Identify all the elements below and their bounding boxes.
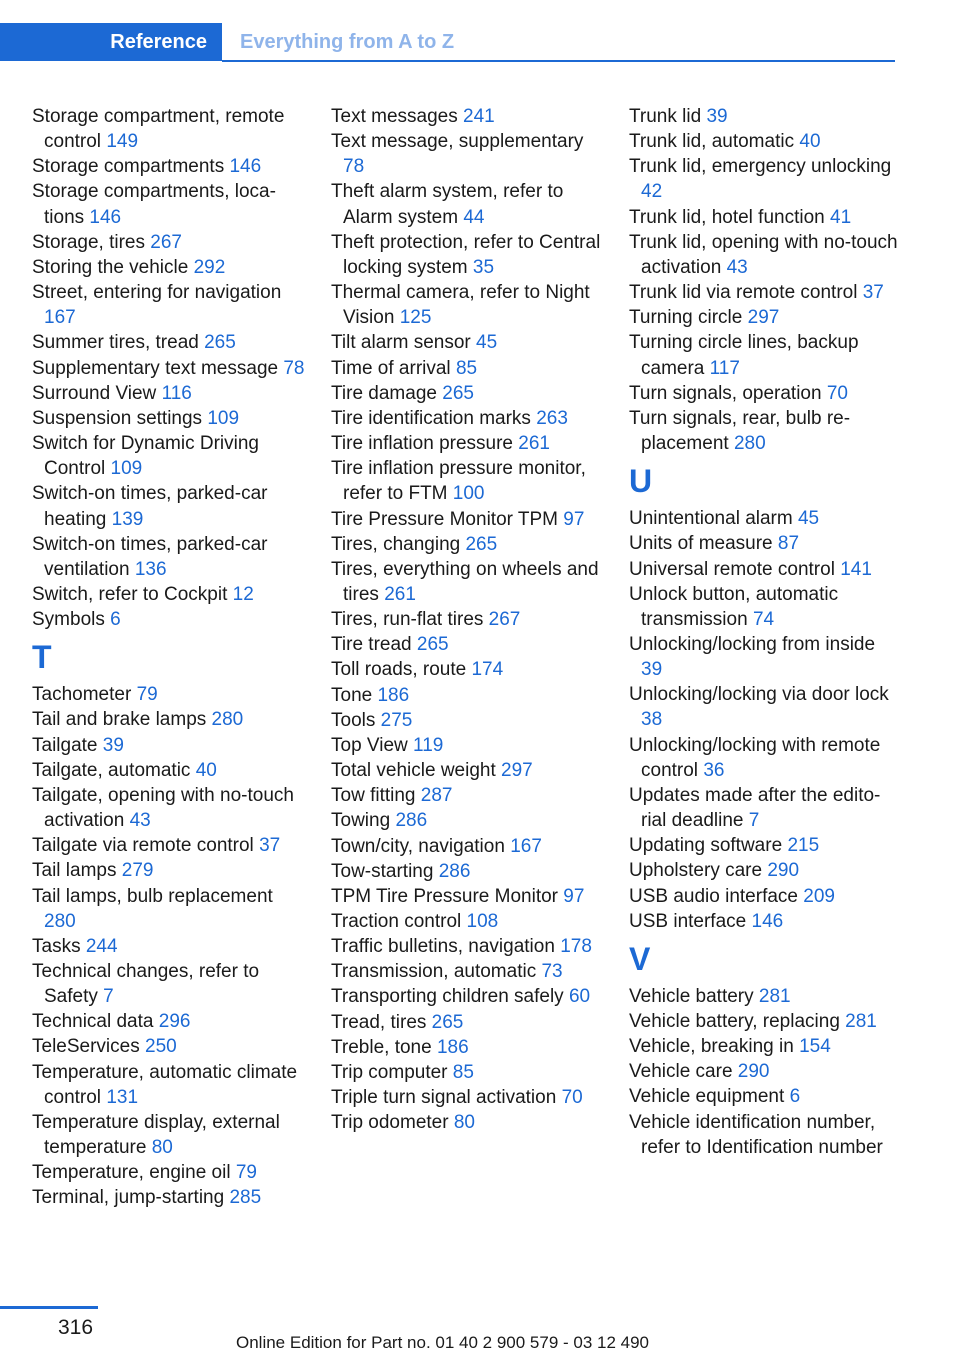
entry-page-link[interactable]: 36: [703, 759, 725, 781]
header-rule: [222, 60, 895, 62]
index-entry: [629, 154, 899, 204]
index-entry: [629, 104, 899, 129]
entry-text: Tire identification marks: [331, 407, 531, 429]
index-entry: [331, 1085, 606, 1110]
entry-text: Storing the vehicle: [32, 256, 189, 278]
index-entry: [331, 330, 606, 355]
entry-page-link[interactable]: 78: [343, 156, 365, 178]
entry-page-link[interactable]: 40: [195, 759, 217, 781]
index-entry: [32, 406, 307, 431]
index-column-1: [32, 104, 307, 1211]
index-entry: [629, 1059, 899, 1084]
index-entry: [629, 531, 899, 556]
entry-page-link[interactable]: 70: [826, 382, 848, 404]
index-entry: [32, 758, 307, 783]
entry-page-link[interactable]: 186: [377, 684, 410, 706]
entry-page-link[interactable]: 85: [455, 357, 478, 379]
entry-text: Town/city, navigation: [331, 835, 505, 857]
entry-text: Theft protection, refer to Central locking system: [331, 231, 601, 278]
index-entry: [32, 858, 307, 883]
entry-text: Vehicle battery: [629, 985, 754, 1007]
entry-page-link[interactable]: 38: [641, 709, 663, 731]
index-letter-heading: U: [629, 463, 653, 500]
entry-text: Top View: [331, 734, 408, 756]
entry-page-link[interactable]: 215: [787, 835, 820, 857]
entry-text: Transporting children safely: [331, 986, 564, 1008]
entry-page-link[interactable]: 292: [193, 256, 226, 278]
entry-page-link[interactable]: 281: [845, 1011, 877, 1032]
entry-text: Units of measure: [629, 533, 773, 555]
entry-page-link[interactable]: 265: [204, 332, 236, 354]
entry-page-link[interactable]: 146: [229, 156, 262, 178]
index-entry: [629, 1110, 899, 1160]
index-entry: [32, 607, 307, 632]
index-entry: [331, 1060, 606, 1085]
entry-text: USB audio interface: [629, 885, 798, 907]
entry-page-link[interactable]: 141: [840, 558, 872, 580]
entry-page-link[interactable]: 261: [518, 433, 550, 455]
entry-page-link[interactable]: 167: [44, 307, 76, 329]
entry-text: Surround View: [32, 382, 157, 404]
index-entry: [331, 884, 606, 909]
index-entry: [331, 381, 606, 406]
index-entry: [629, 406, 899, 456]
entry-text: Storage, tires: [32, 231, 145, 253]
entry-text: Trunk lid, automatic: [629, 131, 795, 153]
index-entry: [629, 582, 899, 632]
entry-page-link[interactable]: 286: [395, 810, 428, 832]
entry-text: Switch-on times, parked-car heating: [32, 483, 268, 530]
index-entry: [32, 682, 307, 707]
index-entry: [32, 1110, 307, 1160]
entry-text: Upholstery care: [629, 860, 763, 882]
entry-page-link[interactable]: 285: [229, 1187, 262, 1209]
entry-text: Tire inflation pressure monitor, refer to FTM: [331, 458, 586, 505]
entry-text: Trip odometer: [331, 1112, 449, 1134]
entry-text: Unlocking/locking via door lock: [629, 684, 889, 706]
entry-text: TPM Tire Pressure Monitor: [331, 885, 558, 907]
index-entry: [629, 733, 899, 783]
index-entry: [32, 934, 307, 959]
entry-page-link[interactable]: 241: [463, 106, 495, 127]
entry-page-link[interactable]: 149: [106, 131, 139, 153]
entry-page-link[interactable]: 280: [733, 433, 766, 455]
index-entry: [32, 582, 307, 607]
entry-text: Storage compartment, remote control: [32, 106, 285, 153]
entry-page-link[interactable]: 250: [145, 1036, 177, 1058]
index-entry: [32, 733, 307, 758]
entry-page-link[interactable]: 136: [134, 558, 167, 580]
entry-page-link[interactable]: 265: [442, 382, 474, 404]
index-entry: [32, 179, 307, 229]
entry-page-link[interactable]: 37: [259, 835, 281, 857]
index-entry: [331, 959, 606, 984]
entry-page-link[interactable]: 97: [563, 885, 585, 907]
entry-page-link[interactable]: 39: [102, 734, 124, 756]
entry-text: Transmission, automatic: [331, 961, 537, 983]
entry-page-link[interactable]: 45: [476, 332, 498, 354]
entry-page-link[interactable]: 108: [466, 911, 499, 932]
index-entry: [629, 506, 899, 531]
entry-text: Traction control: [331, 911, 462, 932]
entry-text: Trunk lid: [629, 106, 702, 127]
entry-text: Updates made after the editorial deadline: [629, 784, 881, 832]
entry-text: Tires, changing: [331, 533, 461, 555]
index-entry: [32, 431, 307, 481]
entry-text: Vehicle, breaking in: [629, 1036, 794, 1058]
entry-text: Trunk lid via remote control: [629, 282, 858, 304]
entry-text: Triple turn signal activation: [331, 1087, 557, 1109]
entry-text: Turn signals, rear, bulb replacement: [629, 407, 851, 455]
entry-text: Trunk lid, opening with no-touch activation: [629, 231, 898, 278]
entry-text: Universal remote control: [629, 558, 835, 580]
entry-text: Unintentional alarm: [629, 508, 793, 530]
entry-page-link[interactable]: 287: [420, 785, 453, 807]
entry-text: Tail and brake lamps: [32, 709, 207, 731]
index-entry: [32, 104, 307, 154]
index-entry: [629, 305, 899, 330]
index-entry: [331, 356, 606, 381]
entry-text: Text message, supplementary: [331, 131, 584, 153]
entry-text: Storage compartments: [32, 156, 225, 178]
entry-page-link[interactable]: 265: [465, 533, 498, 555]
entry-text: Unlocking/locking with remote control: [629, 734, 881, 781]
entry-text: Technical changes, refer to Safety: [32, 961, 260, 1008]
entry-text: Tailgate, automatic: [32, 759, 191, 781]
index-entry: [32, 255, 307, 280]
entry-text: Unlocking/locking from inside: [629, 633, 876, 655]
entry-text: Tachometer: [32, 684, 132, 706]
entry-page-link[interactable]: 35: [472, 256, 495, 278]
index-entry: [629, 381, 899, 406]
entry-page-link[interactable]: 167: [510, 835, 542, 857]
index-entry: [32, 481, 307, 531]
entry-page-link[interactable]: 290: [737, 1061, 770, 1083]
entry-page-link[interactable]: 286: [438, 860, 471, 882]
entry-page-link[interactable]: 297: [747, 307, 780, 329]
index-entry: [629, 833, 899, 858]
index-entry: [629, 557, 899, 582]
entry-page-link[interactable]: 43: [726, 256, 748, 278]
entry-text: Turn signals, operation: [629, 382, 822, 404]
entry-page-link[interactable]: 79: [235, 1162, 257, 1184]
entry-text: Traffic bulletins, navigation: [331, 936, 555, 958]
edition-note: Online Edition for Part no. 01 40 2 900 579 - 03 12 490: [236, 1333, 650, 1352]
entry-text: Suspension settings: [32, 407, 203, 429]
entry-page-link[interactable]: 87: [777, 533, 800, 555]
entry-page-link[interactable]: 280: [44, 910, 76, 932]
entry-page-link[interactable]: 79: [136, 684, 158, 706]
entry-page-link[interactable]: 97: [563, 508, 585, 530]
entry-page-link[interactable]: 73: [541, 961, 563, 983]
entry-text: Tire tread: [331, 634, 412, 656]
index-column-2: [331, 104, 606, 1135]
index-entry: [331, 431, 606, 456]
entry-page-link[interactable]: 78: [283, 357, 305, 379]
entry-text: USB interface: [629, 910, 747, 932]
index-entry: [331, 733, 606, 758]
index-entry: [32, 783, 307, 833]
index-entry: [331, 1035, 606, 1060]
entry-text: Tilt alarm sensor: [331, 332, 471, 354]
index-entry: [331, 557, 606, 607]
entry-text: Towing: [331, 810, 391, 832]
entry-page-link[interactable]: 267: [488, 609, 521, 631]
entry-page-link[interactable]: 178: [560, 936, 592, 958]
entry-page-link[interactable]: 265: [431, 1011, 464, 1033]
entry-text: Total vehicle weight: [331, 760, 496, 782]
entry-page-link[interactable]: 37: [862, 282, 884, 304]
entry-text: Storage compartments, locations: [32, 181, 276, 228]
index-entry: [331, 507, 606, 532]
entry-text: Temperature, engine oil: [32, 1162, 231, 1184]
index-entry: [629, 1009, 899, 1034]
entry-page-link[interactable]: 80: [151, 1137, 173, 1159]
entry-text: Tasks: [32, 935, 81, 957]
index-entry: [331, 179, 606, 229]
entry-text: Tire damage: [331, 382, 437, 404]
index-entry: [32, 884, 307, 934]
index-entry: [331, 456, 606, 506]
index-entry: [331, 280, 606, 330]
entry-text: Switch for Dynamic Driving Control: [32, 433, 259, 480]
entry-text: Terminal, jump-starting: [32, 1187, 225, 1209]
index-entry: [32, 330, 307, 355]
index-entry: [331, 934, 606, 959]
entry-page-link[interactable]: 39: [641, 659, 663, 681]
entry-page-link[interactable]: 12: [232, 583, 254, 605]
entry-page-link[interactable]: 146: [751, 910, 784, 932]
entry-page-link[interactable]: 209: [803, 885, 835, 907]
index-entry: [331, 808, 606, 833]
entry-page-link[interactable]: 125: [399, 307, 432, 329]
entry-page-link[interactable]: 154: [799, 1036, 831, 1058]
entry-text: Turning circle lines, backup camera: [629, 332, 859, 379]
index-entry: [331, 657, 606, 682]
index-entry: [331, 129, 606, 179]
entry-page-link[interactable]: 74: [752, 608, 775, 630]
index-entry: [629, 1084, 899, 1109]
index-entry: [331, 683, 606, 708]
index-entry: [629, 858, 899, 883]
index-entry: [32, 230, 307, 255]
index-entry: [629, 205, 899, 230]
footer-rule: [0, 1306, 98, 1309]
index-entry: [629, 909, 899, 934]
entry-text: Text messages: [331, 106, 458, 127]
section-tab-reference[interactable]: Reference: [0, 23, 222, 61]
entry-page-link[interactable]: 44: [463, 206, 485, 228]
entry-text: Updating software: [629, 835, 783, 857]
index-entry: [629, 682, 899, 732]
entry-page-link[interactable]: 290: [767, 860, 800, 882]
entry-page-link[interactable]: 70: [561, 1087, 583, 1109]
index-entry: [331, 758, 606, 783]
entry-page-link[interactable]: 280: [211, 709, 244, 731]
entry-text: Time of arrival: [331, 357, 451, 379]
entry-text: Street, entering for navigation: [32, 282, 282, 304]
index-entry: [331, 230, 606, 280]
entry-text: Technical data: [32, 1011, 154, 1033]
index-entry: [629, 984, 899, 1009]
entry-page-link[interactable]: 296: [158, 1011, 191, 1033]
index-entry: [32, 381, 307, 406]
index-entry: [331, 859, 606, 884]
entry-text: Tail lamps: [32, 860, 117, 882]
entry-text: Unlock button, automatic transmission: [629, 583, 839, 630]
entry-text: Trip computer: [331, 1061, 448, 1083]
index-entry: [32, 959, 307, 1009]
entry-page-link[interactable]: 109: [110, 458, 143, 480]
entry-text: Theft alarm system, refer to Alarm system: [331, 181, 564, 228]
index-entry: [629, 783, 899, 833]
page-number: 316: [58, 1316, 94, 1339]
page-header: [0, 23, 895, 63]
index-entry: [32, 833, 307, 858]
index-entry: [32, 1009, 307, 1034]
index-entry: [331, 834, 606, 859]
entry-text: Treble, tone: [331, 1036, 432, 1058]
index-entry: [331, 708, 606, 733]
entry-text: Tail lamps, bulb replacement: [32, 885, 273, 907]
entry-text: Tow fitting: [331, 785, 416, 807]
index-entry: [629, 1034, 899, 1059]
index-entry: [32, 1185, 307, 1210]
index-entry: [629, 230, 899, 280]
entry-page-link[interactable]: 39: [706, 106, 728, 127]
index-letter-heading: T: [32, 639, 52, 676]
entry-page-link[interactable]: 60: [568, 986, 591, 1008]
entry-page-link[interactable]: 43: [129, 810, 151, 832]
entry-text: Tailgate, opening with no-touch activation: [32, 784, 294, 832]
entry-page-link[interactable]: 6: [110, 609, 121, 631]
index-entry: [331, 607, 606, 632]
entry-text: Supplementary text message: [32, 357, 279, 379]
entry-text: Thermal camera, refer to Night Vision: [331, 282, 590, 329]
index-entry: [32, 356, 307, 381]
entry-page-link[interactable]: 297: [501, 760, 533, 782]
entry-page-link[interactable]: 85: [452, 1061, 474, 1083]
entry-page-link[interactable]: 119: [413, 734, 444, 756]
entry-text: Summer tires, tread: [32, 332, 199, 354]
index-entry: [331, 406, 606, 431]
index-entry: [629, 129, 899, 154]
entry-page-link[interactable]: 6: [789, 1086, 801, 1108]
entry-text: Tire Pressure Monitor TPM: [331, 508, 558, 530]
entry-text: Tone: [331, 684, 373, 706]
index-entry: [331, 909, 606, 934]
index-entry: [331, 104, 606, 129]
index-entry: [32, 1060, 307, 1110]
entry-text: Switch, refer to Cockpit: [32, 583, 228, 605]
entry-text: Symbols: [32, 609, 105, 631]
index-entry: [629, 632, 899, 682]
entry-page-link[interactable]: 139: [111, 508, 144, 530]
index-entry: [32, 532, 307, 582]
index-entry: [331, 984, 606, 1009]
entry-page-link[interactable]: 261: [384, 583, 416, 605]
index-entry: [331, 1110, 606, 1135]
index-entry: [32, 1160, 307, 1185]
entry-page-link[interactable]: 174: [471, 659, 504, 681]
entry-text: Vehicle battery, replacing: [629, 1011, 840, 1032]
entry-text: Vehicle identification number, refer to Identification number: [629, 1111, 883, 1158]
entry-page-link[interactable]: 131: [106, 1086, 139, 1108]
entry-text: Tires, run-flat tires: [331, 609, 484, 631]
entry-page-link[interactable]: 100: [452, 483, 485, 505]
entry-text: Toll roads, route: [331, 659, 467, 681]
entry-text: Trunk lid, hotel function: [629, 206, 825, 228]
entry-page-link[interactable]: 40: [799, 131, 821, 153]
index-entry: [32, 707, 307, 732]
index-entry: [331, 1010, 606, 1035]
entry-text: Tire inflation pressure: [331, 433, 513, 455]
entry-page-link[interactable]: 265: [416, 634, 449, 656]
entry-page-link[interactable]: 116: [161, 382, 192, 404]
entry-text: Tools: [331, 709, 376, 731]
entry-text: Tires, everything on wheels and tires: [331, 558, 599, 605]
entry-page-link[interactable]: 279: [121, 860, 154, 882]
entry-page-link[interactable]: 80: [453, 1112, 475, 1134]
entry-text: Vehicle equipment: [629, 1086, 785, 1108]
entry-text: TeleServices: [32, 1036, 140, 1058]
entry-page-link[interactable]: 267: [150, 231, 182, 253]
entry-page-link[interactable]: 42: [641, 181, 663, 203]
entry-text: Tow-starting: [331, 860, 434, 882]
entry-page-link[interactable]: 275: [380, 709, 413, 731]
entry-text: Tailgate: [32, 734, 98, 756]
index-entry: [629, 884, 899, 909]
entry-page-link[interactable]: 109: [207, 407, 240, 429]
entry-page-link[interactable]: 7: [103, 986, 114, 1008]
entry-text: Switch-on times, parked-car ventilation: [32, 533, 268, 580]
index-column-3: [629, 104, 899, 1160]
index-letter-heading: V: [629, 940, 651, 977]
entry-text: Turning circle: [629, 307, 743, 329]
entry-page-link[interactable]: 263: [536, 407, 568, 429]
index-entry: [331, 632, 606, 657]
entry-page-link[interactable]: 41: [830, 206, 852, 228]
entry-page-link[interactable]: 45: [797, 508, 820, 530]
entry-text: Temperature display, external temperature: [32, 1111, 280, 1159]
section-tab-a-to-z[interactable]: Everything from A to Z: [240, 30, 455, 53]
entry-text: Trunk lid, emergency unlocking: [629, 156, 892, 178]
index-entry: [629, 280, 899, 305]
entry-text: Vehicle care: [629, 1061, 733, 1083]
index-entry: [32, 1034, 307, 1059]
entry-text: Tailgate via remote control: [32, 835, 254, 857]
entry-page-link[interactable]: 244: [85, 935, 118, 957]
index-entry: [629, 330, 899, 380]
index-entry: [32, 280, 307, 330]
entry-page-link[interactable]: 281: [758, 985, 791, 1007]
index-entry: [331, 532, 606, 557]
entry-page-link[interactable]: 7: [748, 810, 760, 832]
entry-text: Temperature, automatic climate control: [32, 1061, 298, 1108]
entry-page-link[interactable]: 186: [436, 1036, 469, 1058]
entry-page-link[interactable]: 146: [89, 206, 122, 228]
entry-text: Tread, tires: [331, 1011, 427, 1033]
entry-page-link[interactable]: 117: [709, 357, 740, 379]
index-entry: [331, 783, 606, 808]
index-entry: [32, 154, 307, 179]
